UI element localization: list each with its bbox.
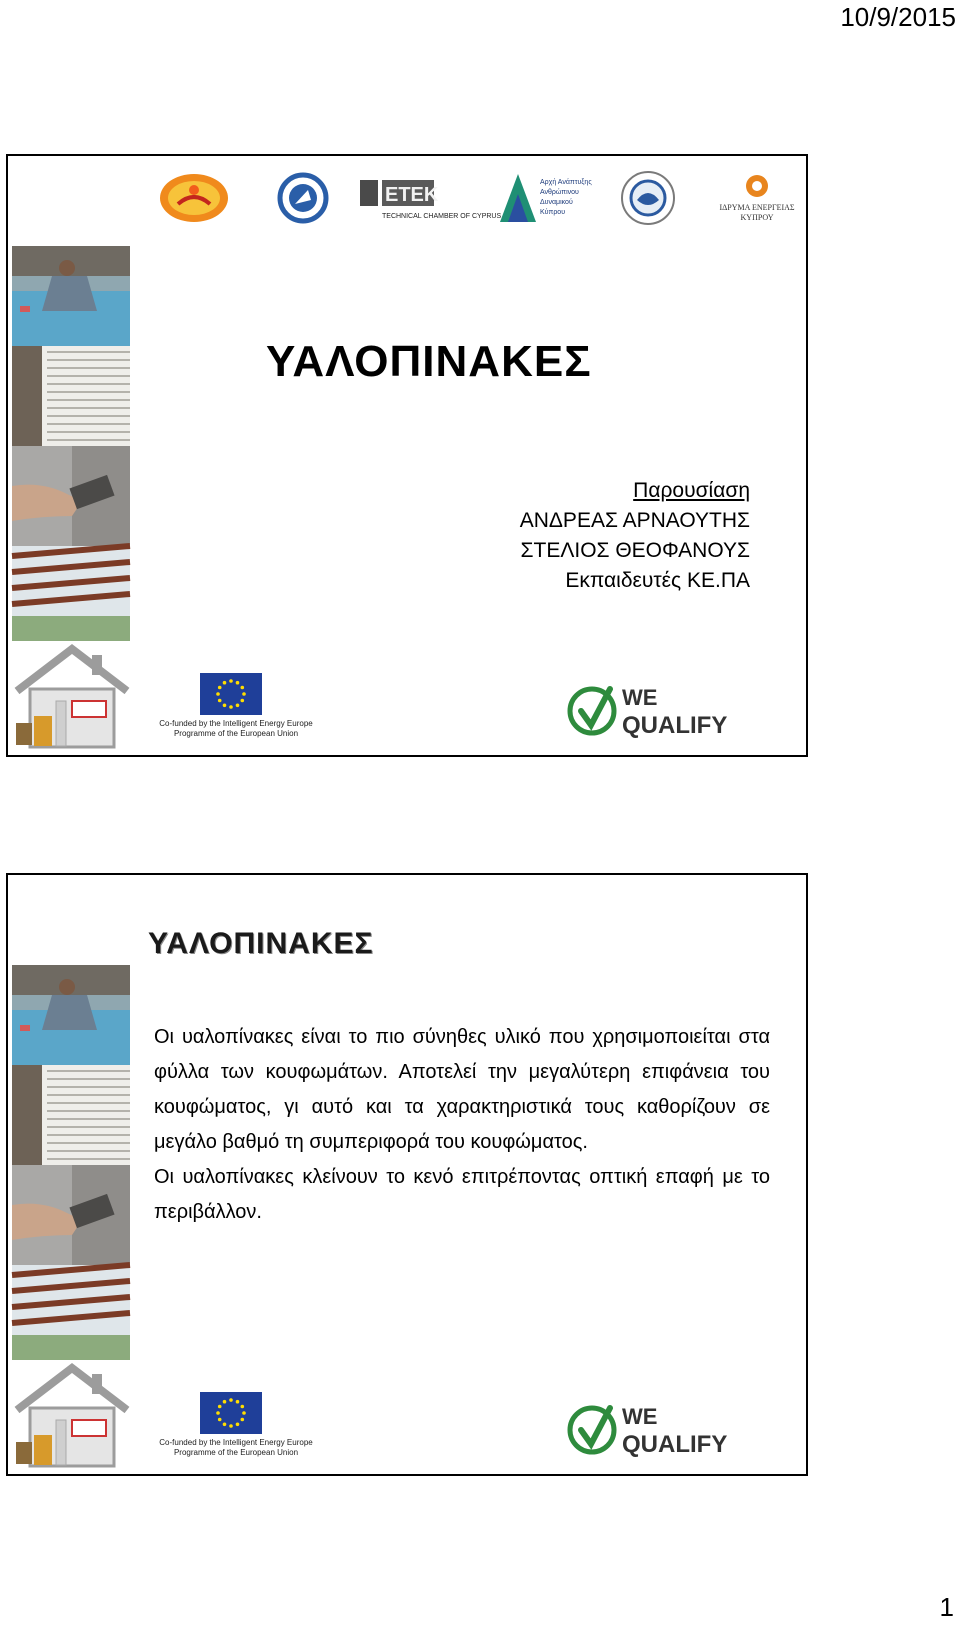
- energy-institute-logo: [716, 170, 798, 226]
- etek-logo: [358, 170, 502, 226]
- svg-text:Κύπρου: Κύπρου: [540, 209, 566, 216]
- header-date: 10/9/2015: [840, 2, 956, 32]
- eu-caption-line: Co-funded by the Intelligent Energy Europe: [159, 1438, 313, 1447]
- photo-strip: [8, 156, 130, 755]
- eu-cofunded-block: [156, 1392, 316, 1468]
- partner-logos: [158, 170, 798, 230]
- pergola-photo: [12, 546, 130, 641]
- eu-caption-line: Programme of the European Union: [173, 729, 299, 738]
- pergola-photo: [12, 1265, 130, 1360]
- presentation-label: Παρουσίαση: [633, 479, 750, 502]
- eu-caption: [156, 1438, 316, 1458]
- svg-text:ΙΔΡΥΜΑ ΕΝΕΡΓΕΙΑΣ: ΙΔΡΥΜΑ ΕΝΕΡΓΕΙΑΣ: [719, 203, 795, 212]
- presenter-role: Εκπαιδευτές ΚΕ.ΠΑ: [565, 569, 750, 592]
- eu-caption-line: Programme of the European Union: [173, 1448, 299, 1457]
- photo-strip: [8, 875, 130, 1474]
- slide-1: [6, 154, 808, 757]
- svg-text:Αρχή Ανάπτυξης: Αρχή Ανάπτυξης: [540, 179, 592, 186]
- slide-title: ΥΑΛΟΠΙΝΑΚΕΣ: [148, 927, 374, 960]
- presenter-name: ΑΝΔΡΕΑΣ ΑΡΝΑΟΥΤΗΣ: [519, 509, 750, 532]
- slide-title: ΥΑΛΟΠΙΝΑΚΕΣ: [266, 337, 592, 386]
- brand-line1: WE: [622, 1404, 658, 1429]
- eu-flag-icon: [200, 673, 262, 715]
- plastering-photo: [12, 1165, 130, 1265]
- brand-line2: QUALIFY: [622, 712, 728, 739]
- shutters-photo: [12, 346, 130, 446]
- worker-roof-photo: [12, 246, 130, 346]
- body-paragraph: Οι υαλοπίνακες κλείνουν το κενό επιτρέποντας οπτική επαφή με το περιβάλλον.: [154, 1166, 770, 1223]
- slide-body: [154, 1020, 770, 1230]
- cyprus-energy-agency-logo: [158, 170, 230, 226]
- svg-text:Δυναμικού: Δυναμικού: [540, 199, 573, 206]
- we-qualify-logo: [564, 681, 742, 741]
- brand-line1: WE: [622, 685, 658, 710]
- plastering-photo: [12, 446, 130, 546]
- association-logo-2: [620, 170, 676, 226]
- presenter-name: ΣΤΕΛΙΟΣ ΘΕΟΦΑΝΟΥΣ: [520, 539, 750, 562]
- eu-caption-line: Co-funded by the Intelligent Energy Europe: [159, 719, 313, 728]
- svg-text:TECHNICAL CHAMBER OF CYPRUS: TECHNICAL CHAMBER OF CYPRUS: [382, 213, 502, 220]
- association-logo-1: [278, 170, 328, 226]
- brand-line2: QUALIFY: [622, 1431, 728, 1458]
- presenters-block: [520, 476, 750, 596]
- body-paragraph: Οι υαλοπίνακες είναι το πιο σύνηθες υλικό που χρησιμοποιείται στα φύλλα των κουφωμάτων. Αποτελεί την μεγαλύτερη επιφάνεια του κουφώματος, γι αυτό και τα χαρακτηριστικά τους καθορίζουν σε μεγάλο βαθμό τη συμπεριφορά του κουφώματος.: [154, 1026, 770, 1153]
- house-illustration: [12, 641, 130, 751]
- svg-text:Ανθρώπινου: Ανθρώπινου: [540, 189, 579, 196]
- anad-logo: [498, 170, 598, 226]
- eu-flag-icon: [200, 1392, 262, 1434]
- eu-caption: [156, 719, 316, 739]
- shutters-photo: [12, 1065, 130, 1165]
- svg-text:ΕΤΕΚ: ΕΤΕΚ: [385, 184, 439, 206]
- slide-2: [6, 873, 808, 1476]
- we-qualify-logo: [564, 1400, 742, 1460]
- worker-roof-photo: [12, 965, 130, 1065]
- svg-text:ΚΥΠΡΟΥ: ΚΥΠΡΟΥ: [740, 213, 774, 222]
- page-number: 1: [939, 1592, 954, 1622]
- eu-cofunded-block: [156, 673, 316, 749]
- house-illustration: [12, 1360, 130, 1470]
